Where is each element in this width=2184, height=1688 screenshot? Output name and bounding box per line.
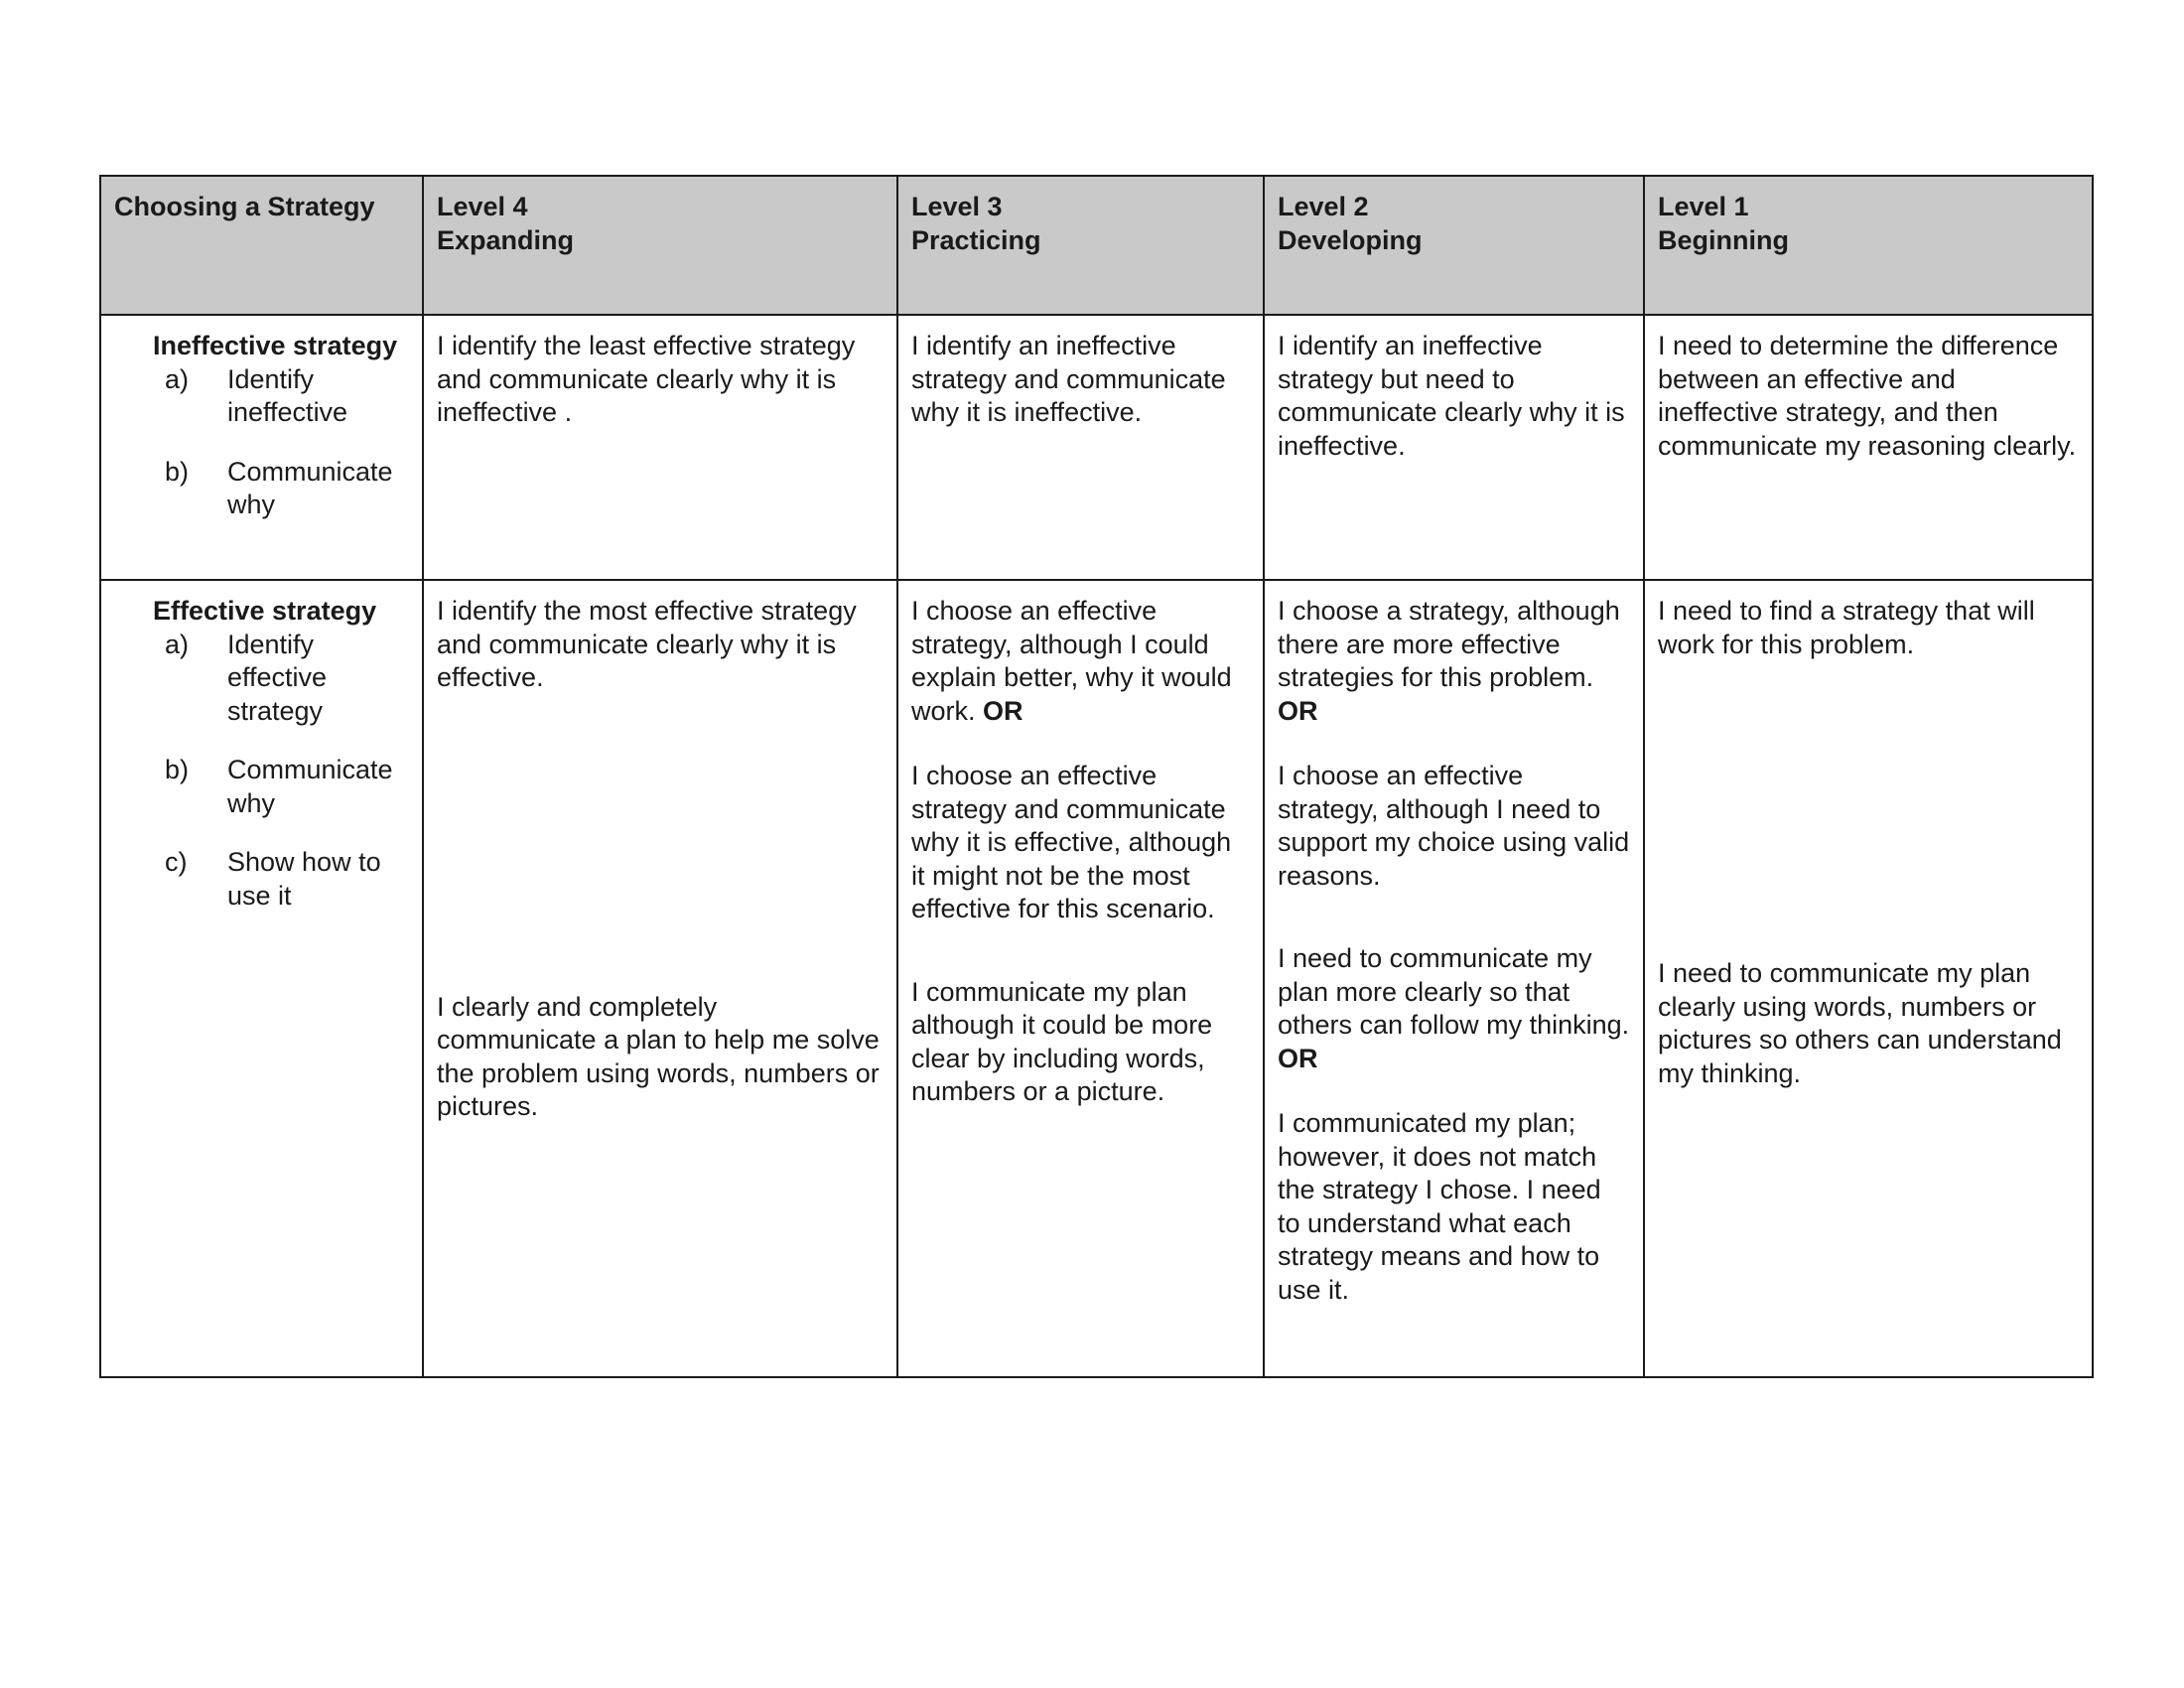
descriptor-text: I identify an ineffective strategy and communicate why it is ineffective. [911, 331, 1226, 427]
descriptor-text: I communicate my plan although it could be more clear by including words, numbers or a picture. [911, 976, 1213, 1106]
header-row [100, 176, 2093, 315]
criterion-list [114, 363, 409, 522]
list-text: Show how to use it [227, 847, 381, 911]
list-marker: b) [165, 456, 190, 487]
list-item [114, 456, 405, 522]
cell-level-4 [423, 315, 897, 580]
list-item [114, 846, 405, 913]
descriptor-text: I choose a strategy, although there are more effective strategies for this problem. OR [1278, 596, 1620, 726]
level-name: Beginning [1658, 224, 1789, 255]
or-keyword: OR [1278, 695, 1318, 726]
cell-level-3 [897, 315, 1264, 580]
descriptor-text: I need to determine the difference between an effective and ineffective strategy, and then communicate my reasoning clearly. [1658, 331, 2077, 461]
list-text: Identify effective strategy [227, 629, 328, 726]
or-keyword: OR [1278, 1043, 1318, 1073]
descriptor-text: I identify the least effective strategy and communicate clearly why it is ineffective . [437, 331, 856, 427]
cell-level-1 [1644, 580, 2093, 1377]
header-level-1 [1644, 176, 2093, 315]
descriptor-text: I need to find a strategy that will work for this problem. [1658, 596, 2035, 659]
descriptor-text: I choose an effective strategy, although I need to support my choice using valid reasons. [1278, 761, 1630, 891]
rubric-table [99, 175, 2094, 1378]
level-number: Level 1 [1658, 192, 1749, 221]
cell-level-2 [1264, 580, 1644, 1377]
header-level-2 [1264, 176, 1644, 315]
criterion-cell [100, 315, 423, 580]
list-text: Identify ineffective [227, 363, 348, 427]
criterion-title: Effective strategy [153, 596, 377, 626]
descriptor-text: I identify the most effective strategy and communicate clearly why it is effective. [437, 596, 857, 692]
criterion-title: Ineffective strategy [153, 331, 398, 360]
level-name: Expanding [437, 224, 575, 255]
header-criterion: Choosing a Strategy [100, 176, 423, 315]
descriptor-text: I communicated my plan; however, it does not match the strategy I chose. I need to understand what each strategy means and how to use it. [1278, 1108, 1601, 1305]
row-ineffective-strategy [100, 315, 2093, 580]
header-level-4 [423, 176, 897, 315]
list-marker: b) [165, 755, 190, 784]
list-text: Communicate why [227, 755, 393, 818]
row-effective-strategy [100, 580, 2093, 1377]
level-number: Level 4 [437, 192, 528, 221]
cell-level-2 [1264, 315, 1644, 580]
list-item [114, 363, 405, 430]
list-marker: c) [165, 847, 188, 877]
descriptor-text: I identify an ineffective strategy but need to communicate clearly why it is ineffective. [1278, 331, 1625, 461]
list-item [114, 754, 405, 820]
level-name: Developing [1278, 224, 1423, 255]
list-text: Communicate why [227, 456, 393, 519]
descriptor-text: I need to communicate my plan more clearly so that others can follow my thinking. OR [1278, 943, 1630, 1073]
level-name: Practicing [911, 224, 1041, 255]
cell-level-4 [423, 580, 897, 1377]
list-marker: a) [165, 363, 190, 394]
cell-level-3 [897, 580, 1264, 1377]
level-number: Level 2 [1278, 192, 1369, 221]
level-number: Level 3 [911, 192, 1003, 221]
descriptor-text: I clearly and completely communicate a plan to help me solve the problem using words, numbers or pictures. [437, 991, 880, 1121]
descriptor-text: I choose an effective strategy, although I could explain better, why it would work. OR [911, 596, 1232, 726]
cell-level-1 [1644, 315, 2093, 580]
criterion-cell [100, 580, 423, 1377]
or-keyword: OR [983, 695, 1024, 726]
descriptor-text: I need to communicate my plan clearly using words, numbers or pictures so others can understand my thinking. [1658, 958, 2062, 1088]
descriptor-text: I choose an effective strategy and communicate why it is effective, although it might not be the most effective for this scenario. [911, 761, 1232, 923]
header-level-3 [897, 176, 1264, 315]
list-marker: a) [165, 629, 190, 659]
list-item [114, 629, 405, 729]
criterion-list [114, 629, 409, 914]
